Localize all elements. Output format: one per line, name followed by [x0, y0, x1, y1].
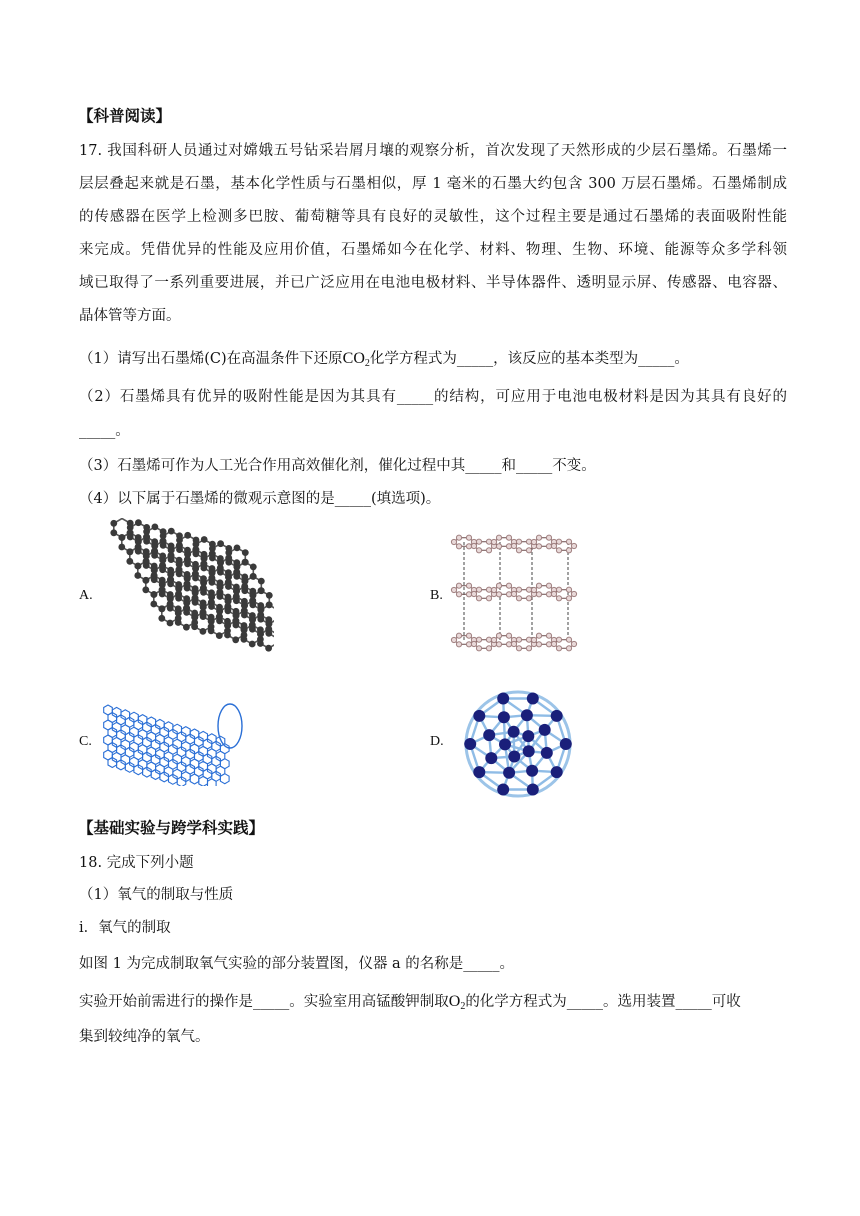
- carbon-atom: [143, 534, 150, 541]
- carbon-atom: [496, 535, 501, 540]
- carbon-atom: [158, 605, 165, 612]
- carbon-atom: [496, 544, 501, 549]
- carbon-atom: [257, 640, 264, 647]
- carbon-atom: [496, 592, 501, 597]
- q17-s1-text-a: （1）请写出石墨烯(C)在高温条件下还原: [79, 351, 343, 367]
- carbon-atom: [556, 637, 561, 642]
- carbon-atom: [536, 642, 541, 647]
- carbon-atom: [159, 586, 166, 593]
- carbon-atom: [208, 599, 215, 606]
- carbon-atom: [516, 596, 521, 601]
- carbon-atom: [241, 636, 248, 643]
- carbon-atom: [499, 738, 511, 750]
- carbon-atom: [486, 637, 491, 642]
- carbon-atom: [191, 614, 198, 621]
- carbon-atom: [192, 570, 199, 577]
- nanotube-hex: [190, 774, 199, 784]
- carbon-atom: [506, 535, 511, 540]
- carbon-atom: [466, 642, 471, 647]
- carbon-atom: [234, 545, 241, 552]
- carbon-atom: [536, 544, 541, 549]
- carbon-atom: [496, 642, 501, 647]
- carbon-atom: [242, 549, 249, 556]
- q18-l5-text-b: 的化学方程式为_____。选用装置_____可收: [465, 994, 741, 1010]
- carbon-atom: [546, 633, 551, 638]
- carbon-atom: [242, 559, 249, 566]
- carbon-atom: [503, 767, 515, 779]
- carbon-atom: [551, 543, 556, 548]
- carbon-atom: [516, 646, 521, 651]
- carbon-atom: [523, 745, 535, 757]
- carbon-atom: [546, 583, 551, 588]
- carbon-atom: [200, 585, 207, 592]
- carbon-atom: [526, 596, 531, 601]
- fullerene-c60-figure: [452, 684, 584, 804]
- carbon-atom: [556, 587, 561, 592]
- carbon-atom: [526, 548, 531, 553]
- carbon-atom: [491, 587, 496, 592]
- carbon-atom: [506, 544, 511, 549]
- carbon-atom: [258, 578, 265, 585]
- carbon-atom: [571, 543, 576, 548]
- graphene-sheet-figure: [98, 518, 274, 662]
- nanotube-hex: [199, 776, 208, 786]
- carbon-atom: [546, 535, 551, 540]
- q18-line-2: （1）氧气的制取与性质: [79, 887, 234, 903]
- carbon-atom: [135, 519, 142, 526]
- graphite-layers: [451, 535, 576, 651]
- carbon-atom: [150, 601, 157, 608]
- carbon-atom: [249, 597, 256, 604]
- carbon-atom: [536, 592, 541, 597]
- carbon-atom: [466, 633, 471, 638]
- carbon-atom: [466, 544, 471, 549]
- carbon-atom: [167, 601, 174, 608]
- carbon-atom: [167, 620, 174, 627]
- carbon-atom: [527, 784, 539, 796]
- carbon-atom: [217, 540, 224, 547]
- carbon-atom: [526, 637, 531, 642]
- carbon-atom: [508, 751, 520, 763]
- carbon-atom: [225, 555, 232, 562]
- carbon-atom: [200, 609, 207, 616]
- carbon-atom: [466, 583, 471, 588]
- carbon-atom: [209, 550, 216, 557]
- carbon-atom: [241, 583, 248, 590]
- carbon-atom: [217, 565, 224, 572]
- carbon-atom: [486, 646, 491, 651]
- carbon-atom: [183, 605, 190, 612]
- carbon-atom: [266, 602, 273, 609]
- carbon-atom: [257, 612, 264, 619]
- carbon-atom: [541, 747, 553, 759]
- carbon-atom: [556, 539, 561, 544]
- carbon-atom: [201, 536, 208, 543]
- carbon-atom: [175, 591, 182, 598]
- carbon-atom: [476, 596, 481, 601]
- carbon-atom: [232, 617, 239, 624]
- q17-paragraph-line-3: 的传感器在医学上检测多巴胺、葡萄糖等具有良好的灵敏性，这个过程主要是通过石墨烯的表面吸附性能: [79, 209, 787, 225]
- graphene-lattice: [110, 519, 274, 653]
- carbon-atom: [142, 577, 149, 584]
- carbon-atom: [546, 642, 551, 647]
- carbon-atom: [497, 693, 509, 705]
- carbon-atom: [118, 544, 125, 551]
- carbon-atom: [536, 633, 541, 638]
- carbon-atom: [566, 637, 571, 642]
- carbon-atom: [526, 765, 538, 777]
- carbon-atom: [176, 566, 183, 573]
- carbon-atom: [531, 637, 536, 642]
- carbon-atom: [551, 641, 556, 646]
- carbon-atom: [551, 766, 563, 778]
- carbon-atom: [527, 693, 539, 705]
- carbon-atom: [192, 595, 199, 602]
- carbon-atom: [456, 583, 461, 588]
- carbon-atom: [233, 593, 240, 600]
- carbon-atom: [476, 646, 481, 651]
- carbon-atom: [496, 633, 501, 638]
- carbon-atom: [566, 646, 571, 651]
- carbon-atom: [466, 592, 471, 597]
- q18-line-3: i．氧气的制取: [79, 920, 171, 936]
- carbon-atom: [126, 558, 133, 565]
- q18-line-4: 如图 1 为完成制取氧气实验的部分装置图，仪器 a 的名称是_____。: [79, 956, 515, 972]
- carbon-atom: [184, 556, 191, 563]
- q17-paragraph-line-2: 层层叠起来就是石墨，基本化学性质与石墨相似，厚 1 毫米的石墨大约包含 300 万层石墨烯。石墨烯制成: [79, 176, 787, 192]
- carbon-atom: [486, 548, 491, 553]
- carbon-atom: [473, 766, 485, 778]
- carbon-atom: [208, 618, 215, 625]
- carbon-atom: [216, 613, 223, 620]
- carbon-atom: [486, 587, 491, 592]
- option-a-label: A.: [79, 588, 93, 603]
- q17-paragraph-line-4: 来完成。凭借优异的性能及应用价值，石墨烯如今在化学、材料、物理、生物、环境、能源等众多学科领: [79, 242, 787, 258]
- carbon-atom: [160, 538, 167, 545]
- q17-subquestion-1: [79, 349, 787, 374]
- carbon-atom: [476, 539, 481, 544]
- carbon-atom: [241, 607, 248, 614]
- carbon-atom: [536, 583, 541, 588]
- q17-paragraph-line-5: 域已取得了一系列重要进展，并已广泛应用在电池电极材料、半导体器件、透明显示屏、传感器、电容器、: [79, 275, 787, 291]
- carbon-atom: [531, 587, 536, 592]
- carbon-atom: [249, 622, 256, 629]
- carbon-atom: [191, 623, 198, 630]
- carbon-atom: [516, 548, 521, 553]
- carbon-atom: [471, 543, 476, 548]
- q17-paragraph-line-6: 晶体管等方面。: [79, 308, 181, 324]
- carbon-atom: [184, 532, 191, 539]
- q17-paragraph-line-1: 17. 我国科研人员通过对嫦娥五号钻采岩屑月壤的观察分析，首次发现了天然形成的少层石墨烯。石墨烯一: [79, 143, 787, 159]
- carbon-atom: [566, 539, 571, 544]
- carbon-atom: [471, 591, 476, 596]
- carbon-atom: [216, 632, 223, 639]
- q18-line-1: 18. 完成下列小题: [79, 855, 194, 871]
- carbon-atom: [497, 784, 509, 796]
- q18-l5-text-a: 实验开始前需进行的操作是_____。实验室用高锰酸钾制取: [79, 994, 449, 1010]
- carbon-atom: [126, 548, 133, 555]
- carbon-atom: [150, 591, 157, 598]
- carbon-atom: [451, 587, 456, 592]
- carbon-atom: [175, 619, 182, 626]
- carbon-atom: [551, 591, 556, 596]
- carbon-atom: [233, 569, 240, 576]
- carbon-atom: [142, 586, 149, 593]
- q17-s1-formula-main: CO: [342, 350, 365, 367]
- carbon-atom: [168, 528, 175, 535]
- section-title-science-reading: 【科普阅读】: [78, 106, 172, 125]
- carbon-atom: [546, 544, 551, 549]
- carbon-atom: [486, 596, 491, 601]
- carbon-atom: [265, 626, 272, 633]
- carbon-atom: [546, 592, 551, 597]
- nanotube-hex: [208, 779, 217, 786]
- q17-s1-text-b: 化学方程式为_____，该反应的基本类型为_____。: [369, 351, 689, 367]
- option-b-label: B.: [430, 588, 443, 603]
- carbon-atom: [456, 535, 461, 540]
- carbon-atom: [516, 539, 521, 544]
- nanotube-mesh: [104, 704, 242, 786]
- q17-s1-formula: [343, 350, 370, 367]
- carbon-atom: [152, 524, 159, 531]
- carbon-atom: [224, 603, 231, 610]
- carbon-atom: [266, 592, 273, 599]
- carbon-atom: [110, 529, 117, 536]
- carbon-atom: [216, 589, 223, 596]
- carbon-atom: [526, 587, 531, 592]
- carbon-atom: [571, 641, 576, 646]
- carbon-atom: [175, 610, 182, 617]
- carbon-atom: [511, 591, 516, 596]
- carbon-atom: [451, 637, 456, 642]
- carbon-atom: [250, 564, 257, 571]
- carbon-atom: [118, 534, 125, 541]
- nanotube-rim: [218, 704, 242, 748]
- q17-subquestion-4: （4）以下属于石墨烯的微观示意图的是_____(填选项)。: [79, 491, 441, 507]
- carbon-atom: [257, 631, 264, 638]
- carbon-atom: [464, 738, 476, 750]
- carbon-atom: [134, 563, 141, 570]
- carbon-atom: [158, 615, 165, 622]
- option-c-label: C.: [79, 734, 92, 749]
- carbon-atom: [224, 632, 231, 639]
- carbon-atom: [560, 738, 572, 750]
- carbon-atom: [184, 581, 191, 588]
- carbon-atom: [265, 645, 272, 652]
- carbon-atom: [491, 637, 496, 642]
- carbon-atom: [531, 539, 536, 544]
- carbon-atom: [200, 628, 207, 635]
- carbon-atom: [167, 576, 174, 583]
- carbon-atom: [471, 641, 476, 646]
- nanotube-hex: [220, 774, 229, 784]
- carbon-atom: [566, 596, 571, 601]
- carbon-atom: [566, 587, 571, 592]
- carbon-atom: [176, 542, 183, 549]
- carbon-atom: [134, 572, 141, 579]
- carbon-atom: [249, 641, 256, 648]
- carbon-atom: [456, 592, 461, 597]
- carbon-atom: [571, 591, 576, 596]
- carbon-atom: [536, 535, 541, 540]
- carbon-atom: [526, 539, 531, 544]
- carbon-atom: [135, 544, 142, 551]
- graphite-layers-figure: [450, 526, 582, 660]
- carbon-atom: [451, 539, 456, 544]
- fullerene-cage: [464, 692, 572, 796]
- carbon-nanotube-figure: [100, 700, 246, 786]
- carbon-atom: [516, 637, 521, 642]
- carbon-atom: [143, 558, 150, 565]
- q18-line-5: [79, 992, 787, 1017]
- carbon-atom: [241, 626, 248, 633]
- carbon-atom: [151, 572, 158, 579]
- carbon-atom: [539, 724, 551, 736]
- carbon-atom: [159, 562, 166, 569]
- carbon-atom: [522, 730, 534, 742]
- carbon-atom: [473, 710, 485, 722]
- carbon-atom: [110, 520, 117, 527]
- carbon-atom: [250, 573, 257, 580]
- carbon-atom: [183, 624, 190, 631]
- carbon-atom: [526, 646, 531, 651]
- carbon-atom: [521, 709, 533, 721]
- q17-subquestion-3: （3）石墨烯可作为人工光合作用高效催化剂，催化过程中其_____和_____不变。: [79, 458, 596, 474]
- carbon-atom: [456, 642, 461, 647]
- carbon-atom: [225, 579, 232, 586]
- carbon-atom: [551, 710, 563, 722]
- carbon-atom: [208, 575, 215, 582]
- carbon-atom: [556, 548, 561, 553]
- carbon-atom: [485, 752, 497, 764]
- q17-subquestion-2-line-2: _____。: [79, 423, 130, 439]
- carbon-atom: [556, 596, 561, 601]
- carbon-atom: [476, 637, 481, 642]
- carbon-atom: [556, 646, 561, 651]
- carbon-atom: [516, 587, 521, 592]
- q18-l5-formula-sub: 2: [460, 1001, 466, 1012]
- carbon-atom: [498, 711, 510, 723]
- carbon-atom: [151, 548, 158, 555]
- carbon-atom: [258, 587, 265, 594]
- carbon-atom: [456, 633, 461, 638]
- carbon-atom: [486, 539, 491, 544]
- carbon-atom: [566, 548, 571, 553]
- q18-l5-formula: [449, 993, 466, 1010]
- carbon-atom: [496, 583, 501, 588]
- q18-l5-formula-main: O: [448, 993, 461, 1010]
- carbon-atom: [476, 587, 481, 592]
- carbon-atom: [208, 627, 215, 634]
- carbon-atom: [200, 560, 207, 567]
- carbon-atom: [476, 548, 481, 553]
- q17-s1-formula-sub: 2: [364, 358, 370, 369]
- carbon-atom: [466, 535, 471, 540]
- q18-line-6: 集到较纯净的氧气。: [79, 1029, 210, 1045]
- carbon-atom: [508, 726, 520, 738]
- carbon-atom: [506, 592, 511, 597]
- option-d-label: D.: [430, 734, 444, 749]
- carbon-atom: [456, 544, 461, 549]
- carbon-atom: [483, 729, 495, 741]
- carbon-atom: [224, 622, 231, 629]
- carbon-atom: [506, 633, 511, 638]
- carbon-atom: [127, 529, 134, 536]
- carbon-atom: [232, 636, 239, 643]
- carbon-atom: [168, 552, 175, 559]
- carbon-atom: [511, 641, 516, 646]
- carbon-atom: [506, 583, 511, 588]
- carbon-atom: [192, 546, 199, 553]
- carbon-atom: [506, 642, 511, 647]
- q17-subquestion-2-line-1: （2）石墨烯具有优异的吸附性能是因为其具有_____的结构，可应用于电池电极材料是因为其具有良好的: [79, 389, 787, 405]
- carbon-atom: [511, 543, 516, 548]
- carbon-atom: [491, 539, 496, 544]
- section-title-experiment-practice: 【基础实验与跨学科实践】: [78, 818, 265, 837]
